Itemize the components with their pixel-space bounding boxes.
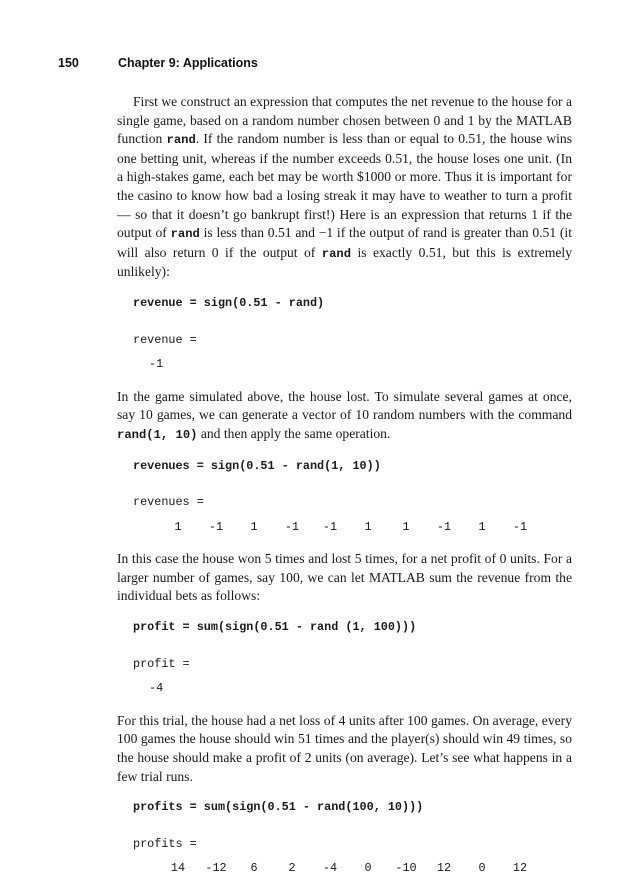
output-label: profits = [133, 836, 197, 851]
paragraph-text: is exactly 0.51, but this is extremely unlikely): [117, 244, 573, 280]
vector-entry: 1 [364, 519, 372, 534]
output-label: revenues = [133, 495, 204, 510]
paragraph-text: is less than 0.51 and −1 if the output of rand is greater than 0.51 (it will also return 0 if the output of [117, 225, 572, 260]
matlab-command: profits = sum(sign(0.51 - rand(100, 10))) [133, 800, 424, 815]
paragraph-larger-games: In this case the house won 5 times and lost 5 times, for a net profit of 0 units. For a larger number of games, say 100, we can let MATLAB sum the revenue from the individual bets as follows: [117, 551, 572, 604]
paragraph-text: First we construct an expression that computes the net revenue to the house for a single game, based on a random number chosen between 0 and 1 by the MATLAB function [117, 94, 572, 147]
inline-code: rand [170, 227, 200, 242]
paragraph-text: . If the random number is less than or equal to 0.51, the house wins one betting unit, whereas if the number exceeds 0.51, the house loses one unit. (In a high-stakes game, each bet may be worth $1000 or more. Thus it is important for the casino to know how bad a losing streak it may have to weather to turn a profit — so that it doesn’t go bankrupt first!) Here is an expression that returns 1 if the output of [117, 131, 572, 241]
vector-entry: -1 [284, 519, 300, 534]
paragraph-several-games [117, 388, 572, 445]
output-label: profit = [133, 656, 190, 671]
vector-entry: 0 [478, 861, 486, 876]
output-vector [159, 859, 572, 878]
matlab-command: revenues = sign(0.51 - rand(1, 10)) [133, 458, 381, 473]
vector-entry: -1 [322, 519, 338, 534]
vector-entry: 1 [402, 519, 410, 534]
vector-entry: -10 [395, 861, 417, 876]
vector-entry: -1 [512, 519, 528, 534]
inline-code: rand(1, 10) [117, 427, 198, 442]
vector-entry: 12 [436, 861, 452, 876]
matlab-command: revenue = sign(0.51 - rand) [133, 295, 325, 310]
vector-entry: 1 [250, 519, 258, 534]
vector-entry: 12 [512, 861, 528, 876]
page-number: 150 [58, 56, 79, 70]
vector-entry: -1 [436, 519, 452, 534]
page-body [117, 93, 572, 878]
paragraph-text: and then apply the same operation. [197, 425, 391, 441]
output-label: revenue = [133, 332, 197, 347]
chapter-title: Chapter 9: Applications [118, 56, 258, 70]
paragraph-text: In the game simulated above, the house lost. To simulate several games at once, say 10 games, we can generate a vector of 10 random numbers with the command [117, 388, 572, 423]
matlab-command: profit = sum(sign(0.51 - rand (1, 100))) [133, 620, 417, 635]
output-vector [159, 518, 572, 537]
vector-entry: 1 [174, 519, 182, 534]
vector-entry: 1 [478, 519, 486, 534]
vector-entry: -1 [208, 519, 224, 534]
inline-code: rand [166, 133, 196, 148]
vector-entry: 6 [250, 861, 258, 876]
vector-entry: -12 [205, 861, 227, 876]
vector-entry: 14 [170, 861, 186, 876]
running-head [58, 56, 258, 70]
paragraph-intro [117, 93, 572, 282]
inline-code: rand [321, 246, 352, 261]
vector-entry: 2 [288, 861, 296, 876]
output-value: -4 [149, 681, 164, 696]
vector-entry: 0 [364, 861, 372, 876]
output-value: -1 [149, 357, 164, 372]
paragraph-trial-runs: For this trial, the house had a net loss of 4 units after 100 games. On average, every 100 games the house should win 51 times and the player(s) should win 49 times, so the house should make a profit of 2 units (on average). Let’s see what happens in a few trial runs. [117, 712, 572, 784]
vector-entry: -4 [322, 861, 338, 876]
